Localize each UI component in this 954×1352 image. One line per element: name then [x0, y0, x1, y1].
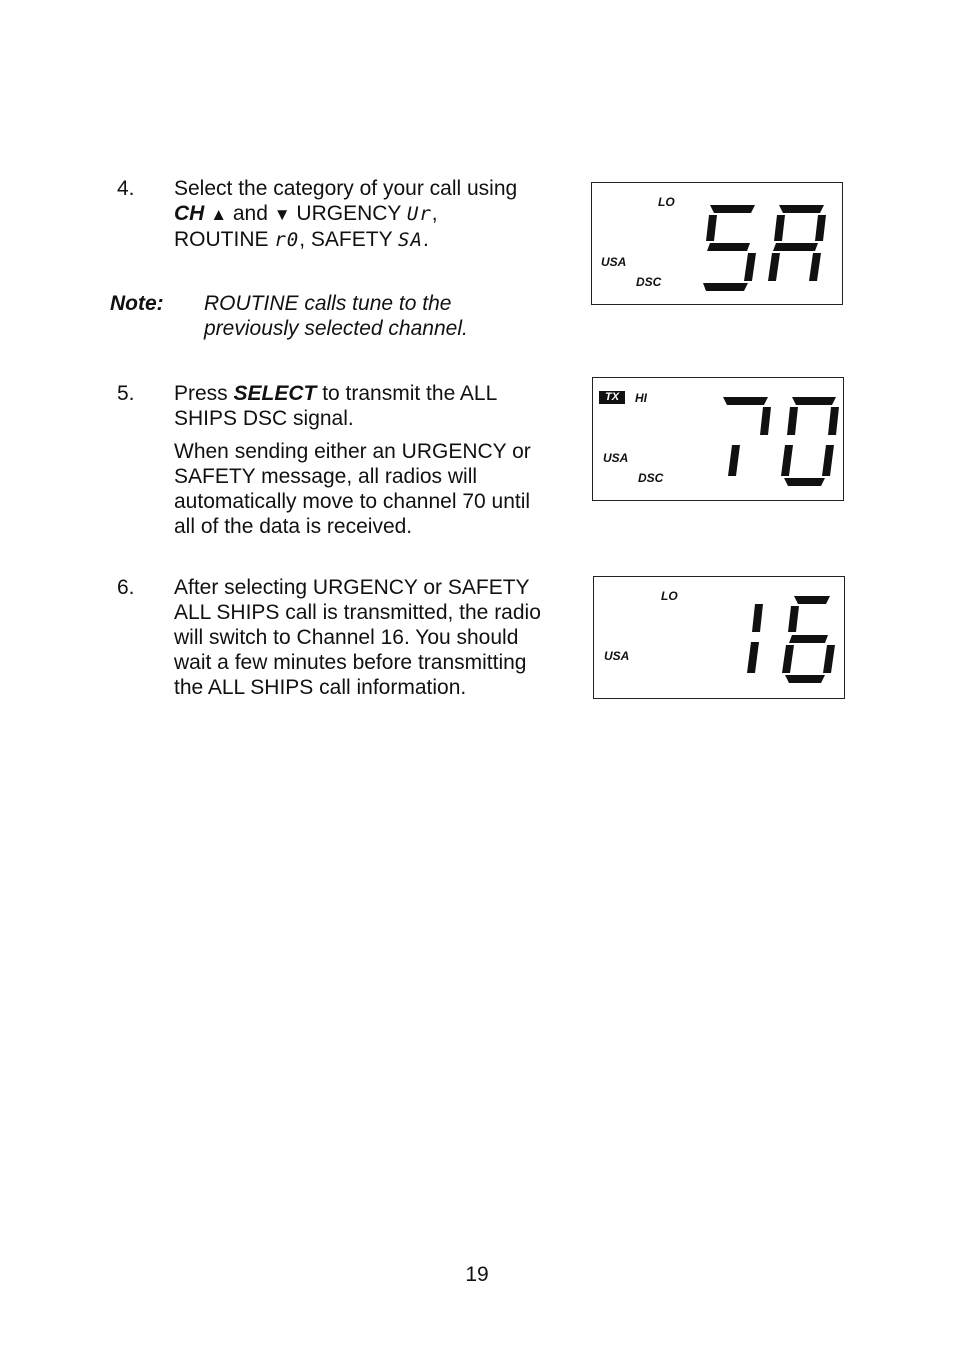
lcd-display-safety: [591, 182, 843, 305]
lcd-digits: [701, 392, 841, 492]
select-key: SELECT: [233, 382, 317, 405]
step-text: After selecting URGENCY or SAFETY ALL SHIPS call is transmitted, the radio will switch to Channel 16. You should wait a few minutes before transmitting the ALL SHIPS call information.: [174, 576, 541, 699]
lcd-digits: [700, 197, 840, 297]
power-indicator: HI: [635, 391, 647, 405]
code-routine: r0: [274, 229, 300, 251]
down-arrow-icon: ▼: [273, 205, 291, 224]
dsc-indicator: DSC: [638, 471, 664, 485]
region-indicator: USA: [603, 451, 629, 465]
lcd-digits: [702, 589, 842, 689]
code-safety: SA: [398, 229, 423, 251]
note-label: Note:: [110, 292, 164, 315]
note-body: ROUTINE calls tune to the previously selected channel.: [204, 292, 468, 340]
lcd-display-channel-16: [593, 576, 845, 699]
region-indicator: USA: [601, 255, 627, 269]
step-number: 6.: [117, 576, 135, 599]
tx-indicator: TX: [599, 391, 625, 404]
power-indicator: LO: [661, 589, 678, 603]
page-number: 19: [465, 1263, 489, 1286]
up-arrow-icon: ▲: [210, 205, 228, 224]
step-text: Press SELECT to transmit the ALL SHIPS DSC signal. When sending either an URGENCY or SAFETY message, all radios will automatically move to channel 70 until all of the data is received.: [174, 382, 531, 538]
ch-key: CH: [174, 202, 205, 225]
dsc-indicator: DSC: [636, 275, 662, 289]
step-number: 4.: [117, 177, 135, 200]
code-urgency: Ur: [406, 203, 432, 225]
power-indicator: LO: [658, 195, 675, 209]
lcd-display-channel-70: [592, 377, 844, 501]
step-text: Select the category of your call using CH ▲ and ▼ URGENCY Ur, ROUTINE r0, SAFETY SA.: [174, 177, 518, 251]
region-indicator: USA: [604, 649, 630, 663]
step-number: 5.: [117, 382, 135, 405]
